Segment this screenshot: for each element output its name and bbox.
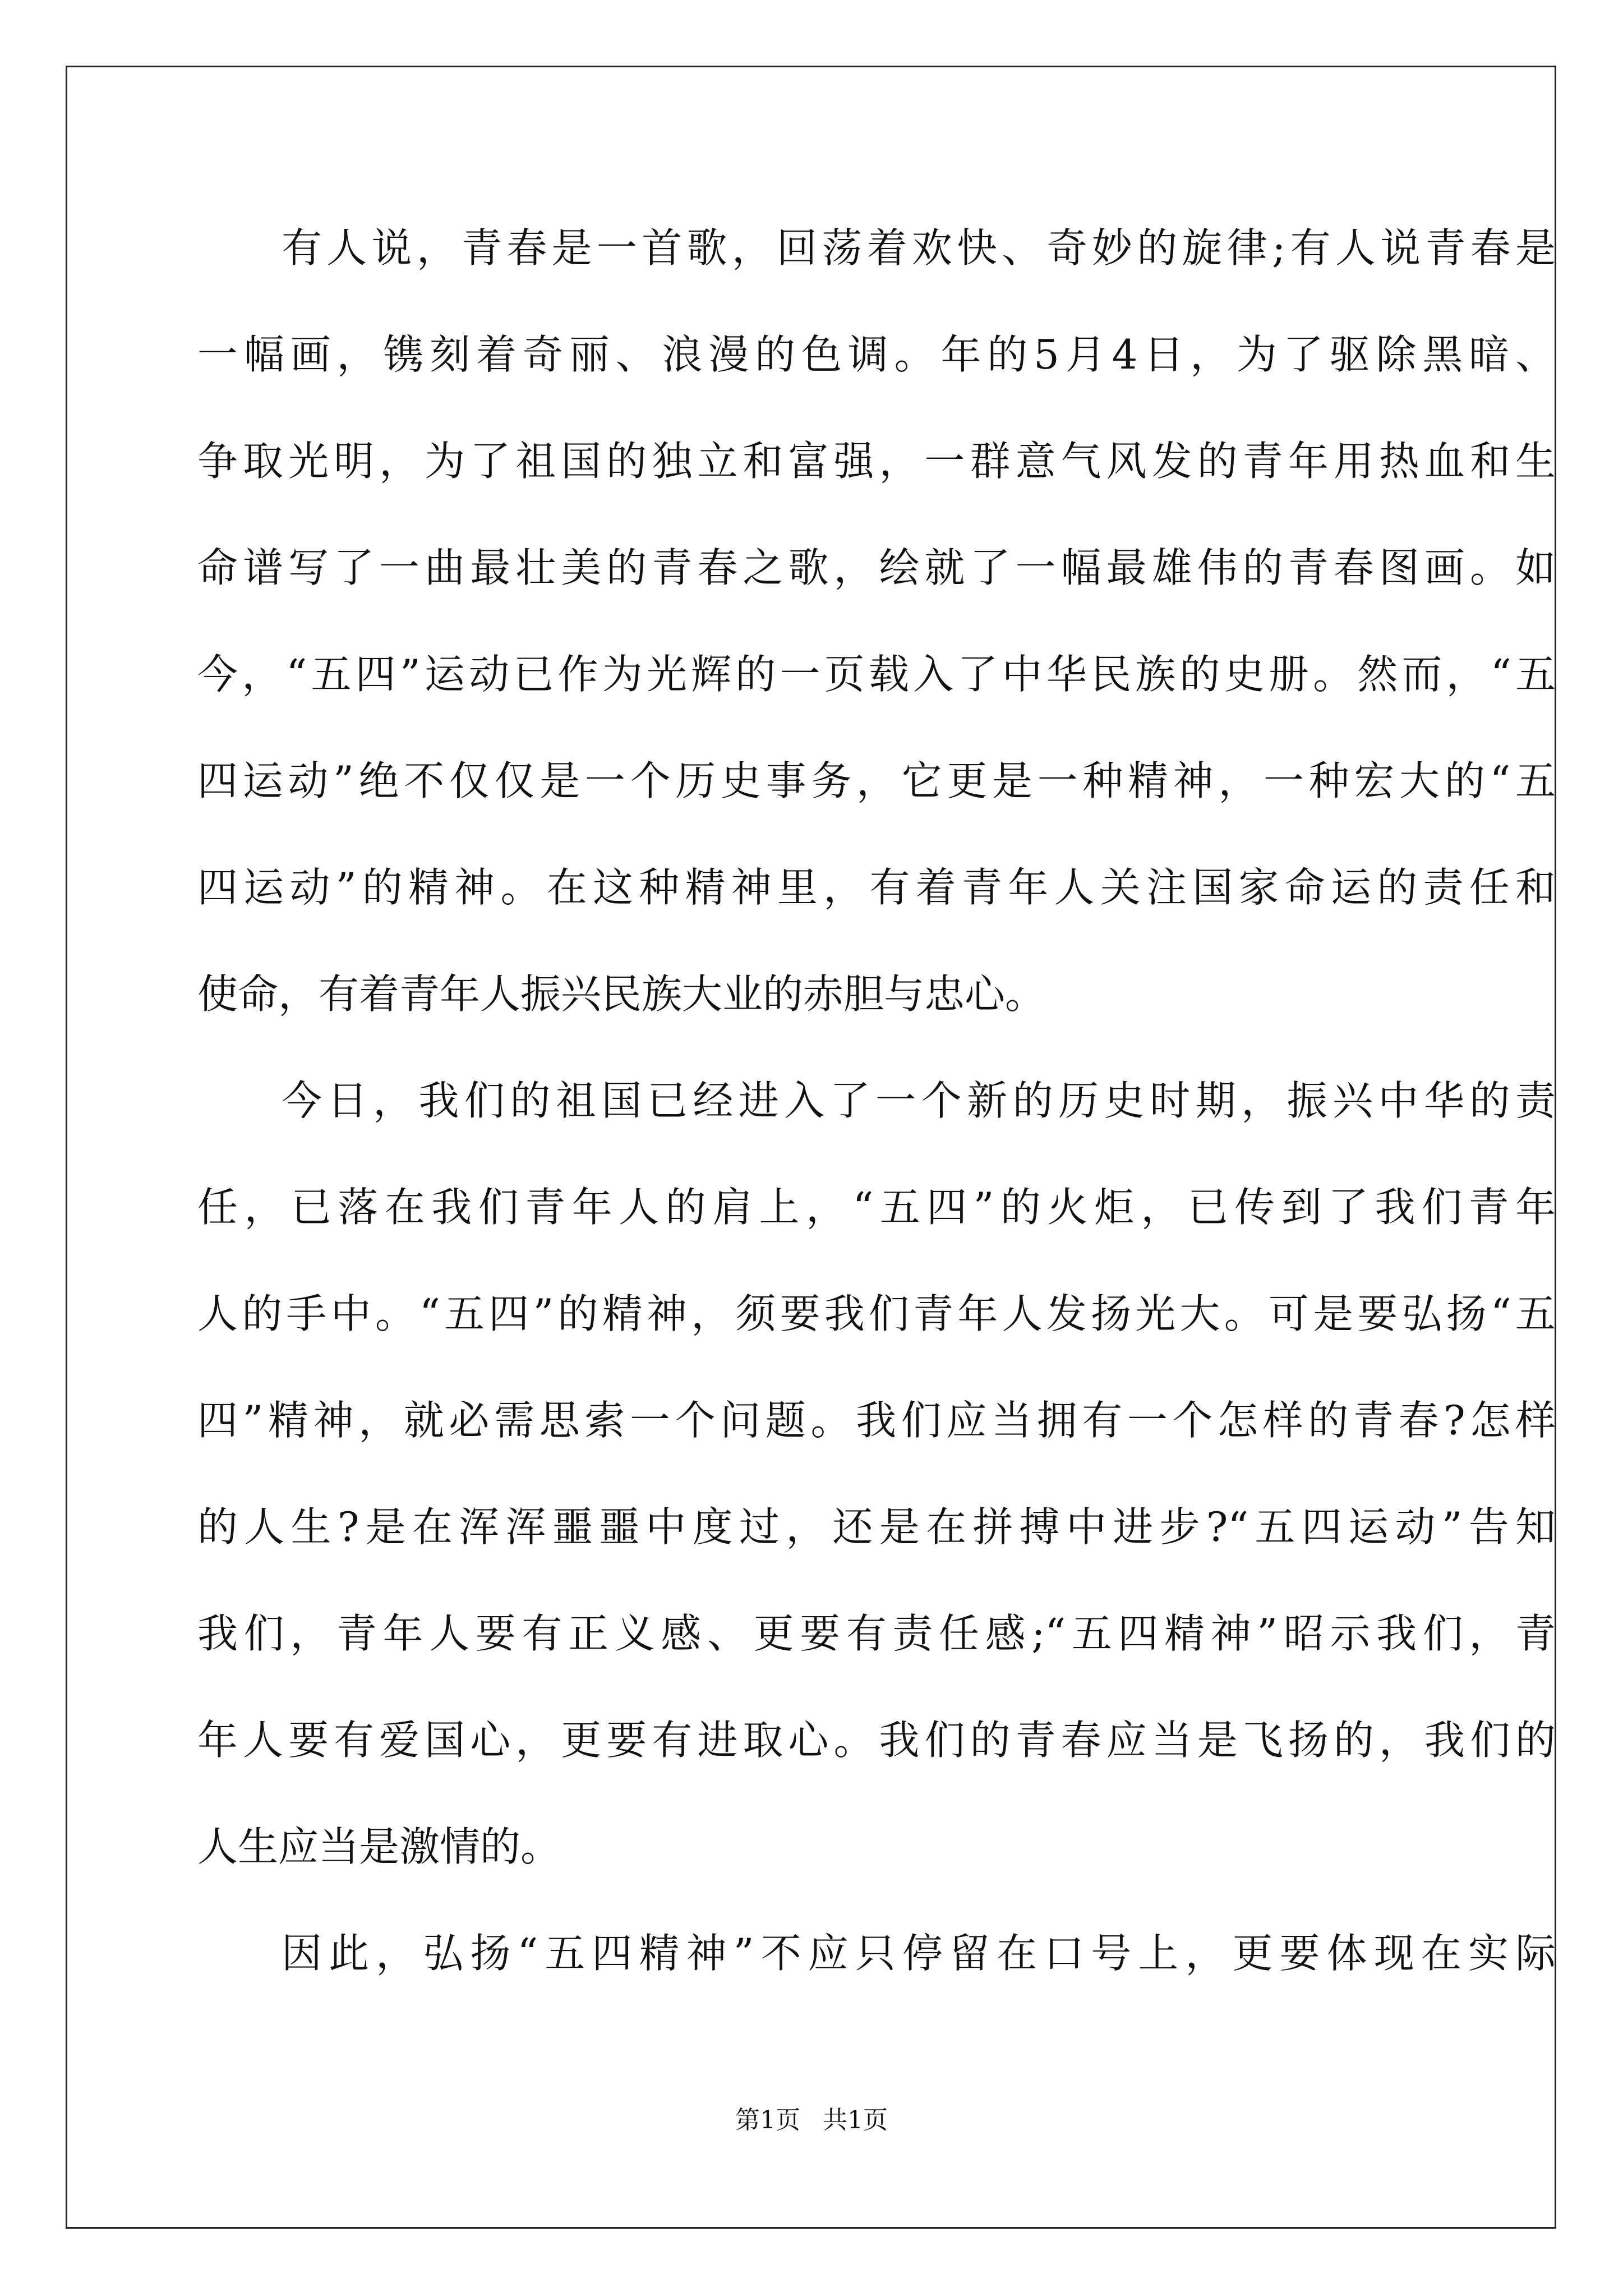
paragraph-1-line-4: 命谱写了一曲最壮美的青春之歌，绘就了一幅最雄伟的青春图画。如	[197, 544, 1556, 591]
paragraph-1-line-6: 四运动”绝不仅仅是一个历史事务，它更是一种精神，一种宏大的“五	[197, 757, 1556, 804]
paragraph-1-line-3: 争取光明，为了祖国的独立和富强，一群意气风发的青年用热血和生	[197, 438, 1556, 485]
paragraph-2-line-2: 任，已落在我们青年人的肩上，“五四”的火炬，已传到了我们青年	[197, 1184, 1556, 1231]
paragraph-2-line-1: 今日，我们的祖国已经进入了一个新的历史时期，振兴中华的责	[282, 1077, 1556, 1124]
paragraph-2-line-4: 四”精神，就必需思索一个问题。我们应当拥有一个怎样的青春?怎样	[197, 1397, 1556, 1444]
page-total: 共1页	[823, 2106, 888, 2134]
page-number: 第1页	[735, 2106, 800, 2134]
paragraph-1-line-7: 四运动”的精神。在这种精神里，有着青年人关注国家命运的责任和	[197, 864, 1556, 911]
page-footer	[0, 2104, 1623, 2137]
paragraph-1-line-5: 今，“五四”运动已作为光辉的一页载入了中华民族的史册。然而，“五	[197, 651, 1556, 698]
paragraph-2-line-5: 的人生?是在浑浑噩噩中度过，还是在拼搏中进步?“五四运动”告知	[197, 1503, 1556, 1550]
paragraph-3-line-1: 因此，弘扬“五四精神”不应只停留在口号上，更要体现在实际	[282, 1930, 1556, 1977]
paragraph-2-line-6: 我们，青年人要有正义感、更要有责任感;“五四精神”昭示我们，青	[197, 1610, 1556, 1657]
paragraph-2-line-7: 年人要有爱国心，更要有进取心。我们的青春应当是飞扬的，我们的	[197, 1717, 1556, 1764]
paragraph-1-line-1: 有人说，青春是一首歌，回荡着欢快、奇妙的旋律;有人说青春是	[282, 224, 1556, 272]
paragraph-1-line-8: 使命，有着青年人振兴民族大业的赤胆与忠心。	[197, 970, 1046, 1018]
page-border	[66, 66, 1556, 2229]
paragraph-2-line-3: 人的手中。“五四”的精神，须要我们青年人发扬光大。可是要弘扬“五	[197, 1290, 1556, 1337]
paragraph-2-line-8: 人生应当是激情的。	[197, 1823, 561, 1870]
paragraph-1-line-2: 一幅画，镌刻着奇丽、浪漫的色调。年的5月4日，为了驱除黑暗、	[197, 331, 1556, 378]
